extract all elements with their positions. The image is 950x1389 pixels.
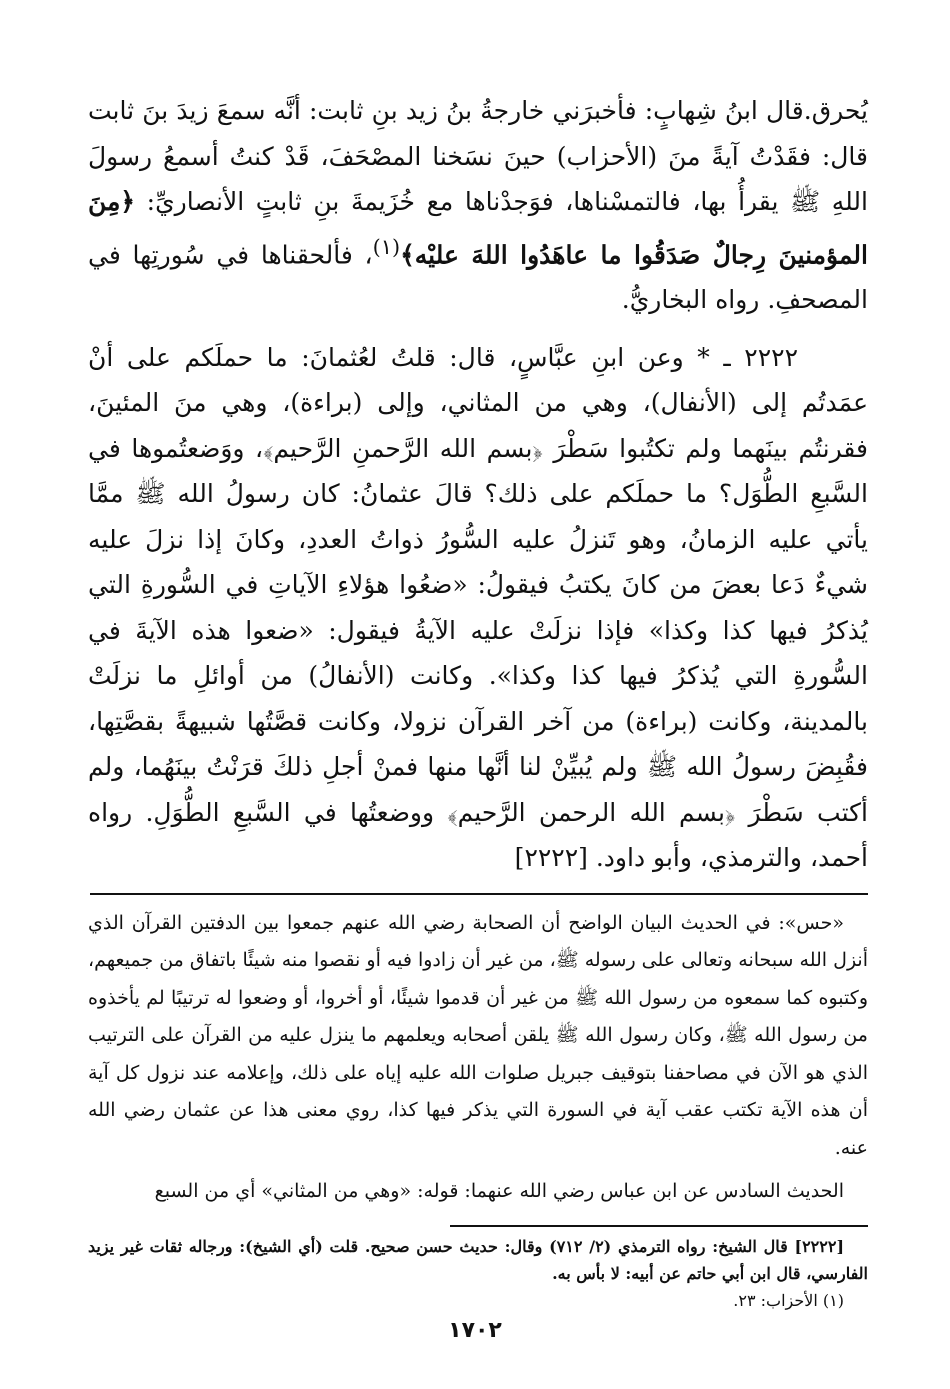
commentary-divider bbox=[90, 893, 868, 895]
book-page bbox=[88, 88, 868, 1314]
hadith-2221-end bbox=[88, 88, 868, 323]
quran-quote: ﴿مِنَ المؤمنينَ رِجالٌ صَدَقُوا ما عاهَدُوا اللهَ عليْه﴾ bbox=[88, 187, 868, 269]
hadith-text-part: يُحرق.قال ابنُ شِهابٍ: فأخبرَني خارجةُ بنُ زيد بنِ ثابت: أنَّه سمعَ زيدَ بنَ ثابت قال: فقَدْتُ آيةً منَ (الأحزاب) حينَ نسَخنا المصْحَفَ، قَدْ كنتُ أسمعُ رسولَ اللهِ ﷺ يقرأُ بها، فالتمسْناها، فوَجدْناها مع خُزَيمةَ بنِ ثابتٍ الأنصاريِّ: bbox=[88, 96, 868, 216]
commentary-paragraph: الحديث السادس عن ابن عباس رضي الله عنهما: قوله: «وهي من المثاني» أي من السبع bbox=[154, 1180, 844, 1203]
page-number: ١٧٠٢ bbox=[448, 1318, 502, 1343]
footnote-grading: [٢٢٢٢] قال الشيخ: رواه الترمذي (٢/ ٧١٢) وقال: حديث حسن صحيح. قلت (أي الشيخ): ورجاله ثقات غير يزيد الفارسي، قال ابن أبي حاتم عن أبيه: لا بأس به. bbox=[88, 1236, 868, 1283]
hadith-text bbox=[88, 88, 868, 881]
footnote-divider bbox=[450, 1225, 868, 1227]
commentary bbox=[88, 905, 868, 1211]
hadith-2222: ٢٢٢٢ ـ * وعن ابنِ عبَّاسٍ، قال: قلتُ لعُثمانَ: ما حملَكم على أنْ عمَدتُم إلى (الأنفال)، وهي من المثاني، وإلى (براءة)، وهي منَ المئينَ، فقرنتُم بينَهما ولم تكتُبوا سَطْرَ ﴿بسم الله الرَّحمنِ الرَّحيم﴾، ووَضعتُموها في السَّبعِ الطُّوَل؟ ما حملَكم على ذلك؟ قالَ عثمانُ: كان رسولُ الله ﷺ ممَّا يأتي عليه الزمانُ، وهو تَنزلُ عليه السُّورُ ذواتُ العددِ، وكانَ إذا نزلَ عليه شيءٌ دَعا بعضَ من كانَ يكتبُ فيقولُ: «ضعُوا هؤلاءِ الآياتِ في السُّورةِ التي يُذكرُ فيها كذا وكذا» فإذا نزلَتْ عليه الآيةُ فيقول: «ضعوا هذه الآيةَ في السُّورةِ التي يُذكرُ فيها كذا وكذا». وكانت (الأنفالُ) من أوائلِ ما نزلَتْ بالمدينة، وكانت (براءة) من آخر القرآن نزولا، وكانت قصَّتُها شبيهةً بقصَّتِها، فقُبِضَ رسولُ الله ﷺ ولم يُبيِّنْ لنا أنَّها منها فمنْ أجلِ ذلكَ قرَنْتُ بينَهُما، ولم أكتب سَطْرَ ﴿بسم الله الرحمن الرَّحيم﴾ ووضعتُها في السَّبعِ الطُّوَلِ. رواه أحمد، والترمذي، وأبو داود. [٢٢٢٢] bbox=[88, 342, 868, 873]
footnote-reference: (١) الأحزاب: ٢٣. bbox=[733, 1290, 844, 1310]
commentary-paragraph: «حس»: في الحديث البيان الواضح أن الصحابة رضي الله عنهم جمعوا بين الدفتين القرآن الذي أنزل الله سبحانه وتعالى على رسوله ﷺ، من غير أن زادوا فيه أو نقصوا منه شيئًا باتفاق من جميعهم، وكتبوه كما سمعوه من رسول الله ﷺ من غير أن قدموا شيئًا، أو أخروا، أو وضعوا له ترتيبًا لم يأخذوه من رسول الله ﷺ، وكان رسول الله ﷺ يلقن أصحابه ويعلمهم ما ينزل عليه من القرآن على الترتيب الذي هو الآن في مصاحفنا بتوقيف جبريل صلوات الله عليه إياه على ذلك، وإعلامه عند نزول كل آية أن هذه الآية تكتب عقب آية في السورة التي يذكر فيها كذا، روي معنى هذا عن عثمان رضي الله عنه. bbox=[88, 911, 868, 1159]
footnotes bbox=[88, 1233, 868, 1314]
footnote-marker: (١) bbox=[372, 234, 401, 259]
hadith-text-part: ، فألحقناها في سُورتِها في المصحفِ. رواه البخاريُّ. bbox=[88, 239, 868, 315]
